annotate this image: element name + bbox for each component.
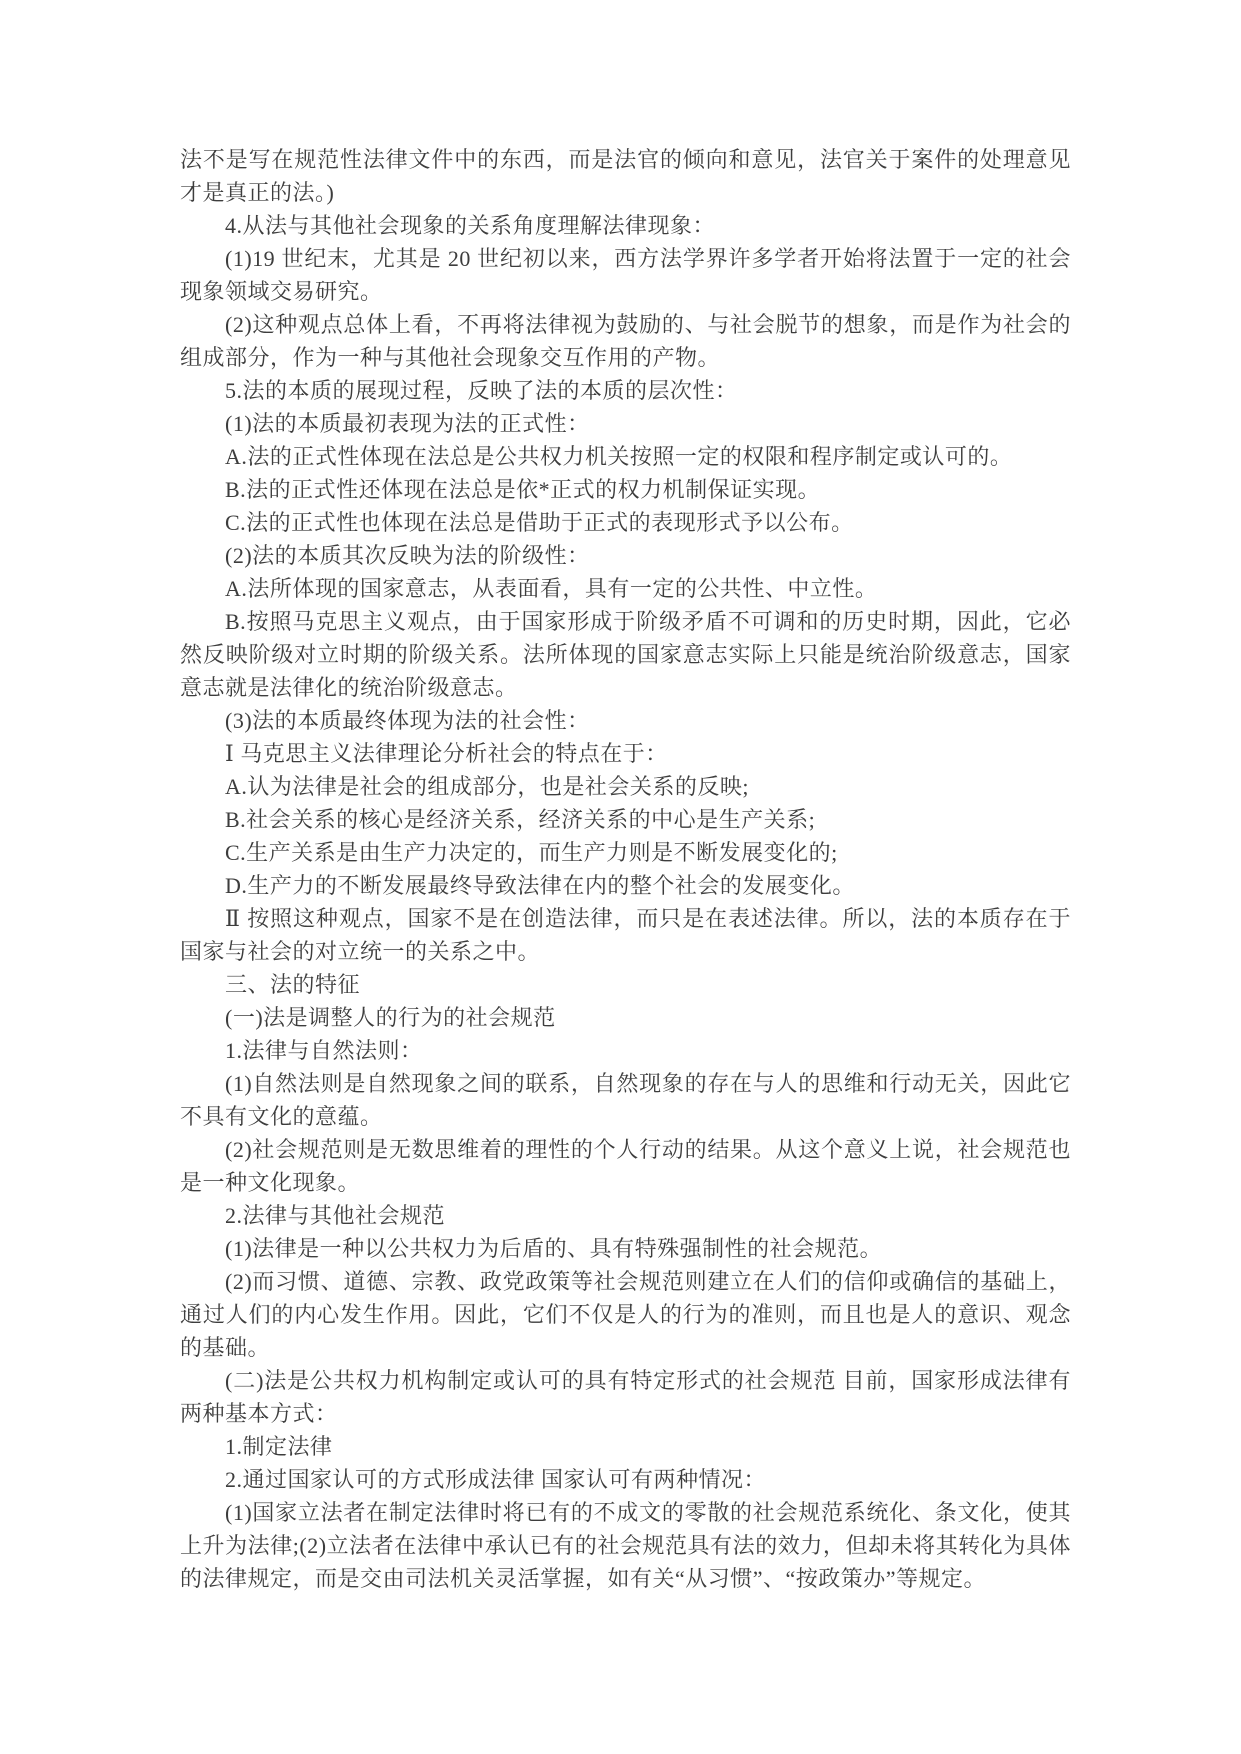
paragraph: (2)这种观点总体上看，不再将法律视为鼓励的、与社会脱节的想象，而是作为社会的组成部分，作为一种与其他社会现象交互作用的产物。 (180, 312, 1071, 370)
paragraph: (1)法的本质最初表现为法的正式性： (225, 411, 590, 436)
paragraph: D.生产力的不断发展最终导致法律在内的整个社会的发展变化。 (225, 873, 855, 898)
paragraph: 1.制定法律 (225, 1434, 333, 1459)
paragraph: 1.法律与自然法则： (225, 1038, 423, 1063)
paragraph: (1)自然法则是自然现象之间的联系，自然现象的存在与人的思维和行动无关，因此它不具有文化的意蕴。 (180, 1071, 1071, 1129)
paragraph: 4.从法与其他社会现象的关系角度理解法律现象： (225, 213, 716, 238)
paragraph: B.按照马克思主义观点，由于国家形成于阶级矛盾不可调和的历史时期，因此，它必然反映阶级对立时期的阶级关系。法所体现的国家意志实际上只能是统治阶级意志，国家意志就是法律化的统治阶级意志。 (180, 609, 1071, 700)
paragraph: (2)法的本质其次反映为法的阶级性： (225, 543, 590, 568)
paragraph: Ⅰ 马克思主义法律理论分析社会的特点在于： (225, 741, 668, 766)
paragraph: (3)法的本质最终体现为法的社会性： (225, 708, 590, 733)
paragraph: B.法的正式性还体现在法总是依*正式的权力机制保证实现。 (225, 477, 821, 502)
paragraph: (二)法是公共权力机构制定或认可的具有特定形式的社会规范 目前，国家形成法律有两种基本方式： (180, 1368, 1071, 1426)
paragraph: A.法的正式性体现在法总是公共权力机关按照一定的权限和程序制定或认可的。 (225, 444, 1013, 469)
document-text-block (180, 143, 1071, 1595)
paragraph: (1)19 世纪末，尤其是 20 世纪初以来，西方法学界许多学者开始将法置于一定的社会现象领域交易研究。 (180, 246, 1071, 304)
paragraph: Ⅱ 按照这种观点，国家不是在创造法律，而只是在表述法律。所以，法的本质存在于国家与社会的对立统一的关系之中。 (180, 906, 1071, 964)
paragraph: C.生产关系是由生产力决定的，而生产力则是不断发展变化的; (225, 840, 838, 865)
paragraph: A.法所体现的国家意志，从表面看，具有一定的公共性、中立性。 (225, 576, 878, 601)
paragraph: 2.通过国家认可的方式形成法律 国家认可有两种情况： (225, 1467, 767, 1492)
paragraph: (2)社会规范则是无数思维着的理性的个人行动的结果。从这个意义上说，社会规范也是一种文化现象。 (180, 1137, 1071, 1195)
paragraph: (1)国家立法者在制定法律时将已有的不成文的零散的社会规范系统化、条文化，使其上升为法律;(2)立法者在法律中承认已有的社会规范具有法的效力，但却未将其转化为具体的法律规定，而是交由司法机关灵活掌握，如有关“从习惯”、“按政策办”等规定。 (180, 1500, 1071, 1591)
paragraph: 5.法的本质的展现过程，反映了法的本质的层次性： (225, 378, 738, 403)
paragraph: B.社会关系的核心是经济关系，经济关系的中心是生产关系; (225, 807, 816, 832)
paragraph: 2.法律与其他社会规范 (225, 1203, 446, 1228)
paragraph: 法不是写在规范性法律文件中的东西，而是法官的倾向和意见，法官关于案件的处理意见才是真正的法。) (180, 147, 1071, 205)
paragraph: A.认为法律是社会的组成部分，也是社会关系的反映; (225, 774, 750, 799)
paragraph: C.法的正式性也体现在法总是借助于正式的表现形式予以公布。 (225, 510, 854, 535)
paragraph: (1)法律是一种以公共权力为后盾的、具有特殊强制性的社会规范。 (225, 1236, 883, 1261)
paragraph: (2)而习惯、道德、宗教、政党政策等社会规范则建立在人们的信仰或确信的基础上，通过人们的内心发生作用。因此，它们不仅是人的行为的准则，而且也是人的意识、观念的基础。 (180, 1269, 1071, 1360)
paragraph: (一)法是调整人的行为的社会规范 (225, 1005, 556, 1030)
paragraph: 三、法的特征 (225, 972, 361, 997)
